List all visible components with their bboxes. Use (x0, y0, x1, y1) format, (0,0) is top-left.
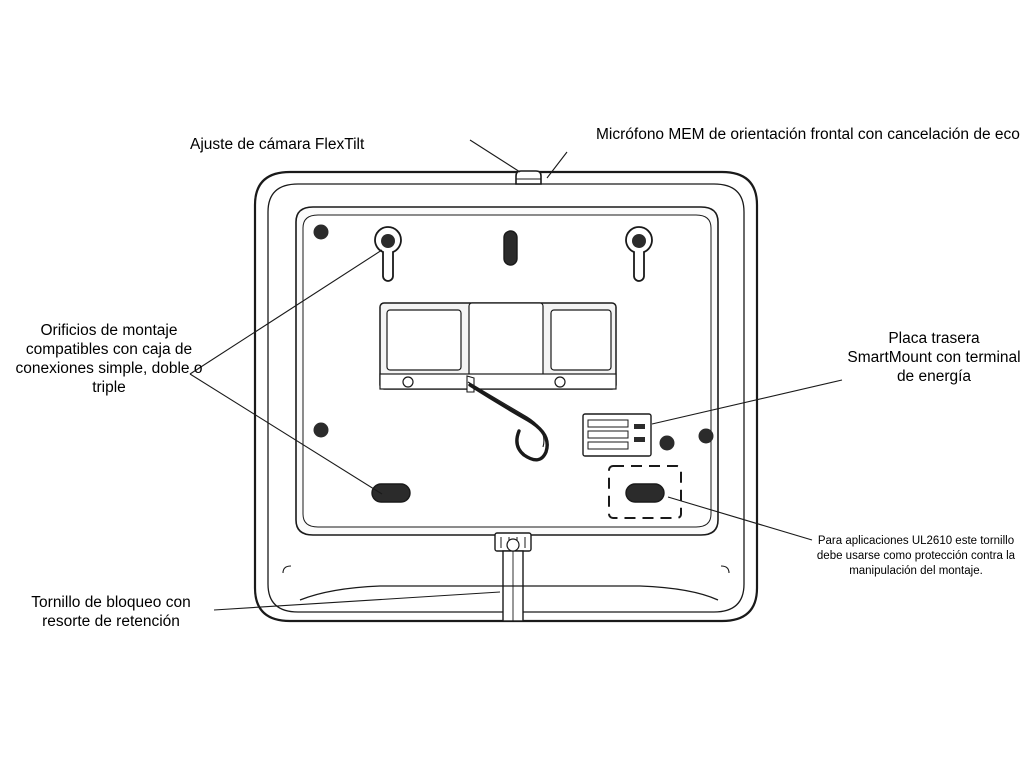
power-terminal-block (583, 414, 651, 456)
label-ul2610-note: Para aplicaciones UL2610 este tornillo debe usarse como protección contra la manipulación del montaje. (816, 535, 1016, 577)
label-microphone: Micrófono MEM de orientación frontal con cancelación de eco (596, 126, 1020, 143)
smartmount-plate (380, 303, 616, 392)
label-flextilt: Ajuste de cámara FlexTilt (190, 136, 365, 153)
mem-microphone-nub (516, 171, 541, 184)
flextilt-pointer (470, 140, 520, 172)
label-locking-screw: Tornillo de bloqueo con resorte de retención (31, 594, 191, 630)
label-smartmount: Placa trasera SmartMount con terminal de energía (847, 330, 1021, 385)
label-mounting-holes: Orificios de montaje compatibles con caja de conexiones simple, doble o triple (15, 322, 203, 396)
